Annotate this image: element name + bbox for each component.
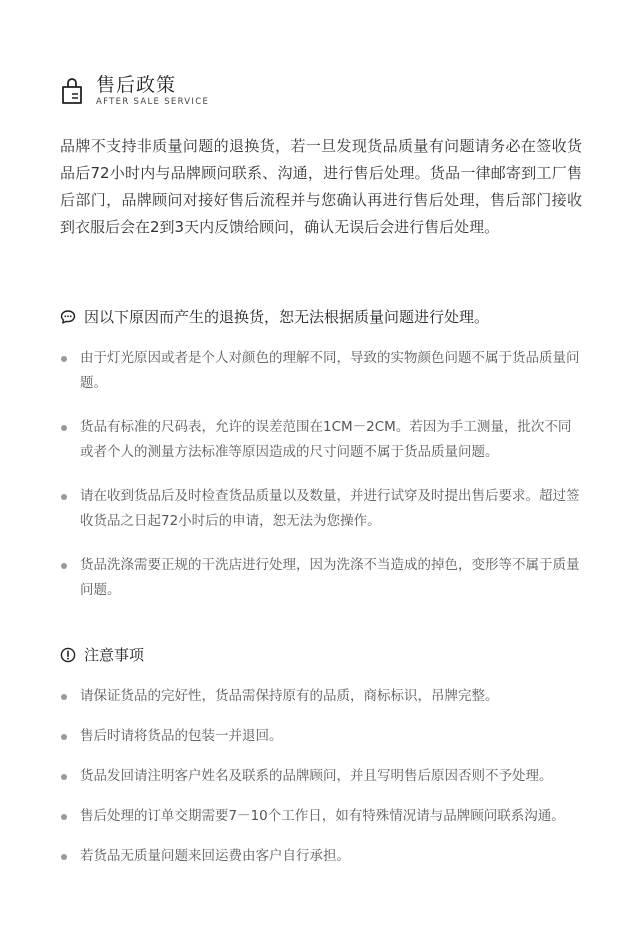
section-title-notes: 注意事项 [84,646,145,664]
list-item [60,844,582,869]
exclusions-list [60,346,582,622]
section-title-exclusions: 因以下原因而产生的退换货，恕无法根据质量问题进行处理。 [84,308,490,326]
list-item-text: 货品有标准的尺码表，允许的误差范围在1CM－2CM。若因为手工测量，批次不同或者个人的测量方法标准等原因造成的尺寸问题不属于货品质量问题。 [80,419,572,460]
list-item [60,346,582,396]
bullet-dot [61,694,67,700]
policy-header [60,74,209,108]
list-item [60,724,582,749]
section-heading-exclusions [60,306,489,327]
notes-list [60,684,582,884]
list-item-text: 货品发回请注明客户姓名及联系的品牌顾问，并且写明售后原因否则不予处理。 [80,768,553,784]
list-item-text: 货品洗涤需要正规的干洗店进行处理，因为洗涤不当造成的掉色，变形等不属于质量问题。 [80,557,580,598]
page-subtitle: AFTER SALE SERVICE [96,97,210,107]
bullet-dot [61,425,67,431]
list-item [60,804,582,829]
list-item [60,553,582,603]
bullet-dot [61,854,67,860]
bullet-dot [61,734,67,740]
chat-bubble-icon [60,309,76,325]
list-item [60,415,582,465]
list-item-text: 请保证货品的完好性，货品需保持原有的品质，商标标识，吊牌完整。 [80,688,499,704]
bullet-dot [61,563,67,569]
section-heading-notes [60,644,144,665]
list-item-text: 由于灯光原因或者是个人对颜色的理解不同，导致的实物颜色问题不属于货品质量问题。 [80,350,580,391]
intro-paragraph: 品牌不支持非质量问题的退换货，若一旦发现货品质量有问题请务必在签收货品后72小时内与品牌顾问联系、沟通，进行售后处理。货品一律邮寄到工厂售后部门，品牌顾问对接好售后流程并与您确认再进行售后处理，售后部门接收到衣服后会在2到3天内反馈给顾问，确认无误后会进行售后处理。 [60,137,582,236]
list-item [60,764,582,789]
header-text-group [96,74,209,108]
list-item-text: 售后时请将货品的包装一并退回。 [80,728,283,744]
list-item [60,484,582,534]
exclamation-circle-icon [60,647,76,663]
bullet-dot [61,356,67,362]
page-title: 售后政策 [96,74,177,96]
bullet-dot [61,814,67,820]
bullet-dot [61,494,67,500]
list-item-text: 请在收到货品后及时检查货品质量以及数量，并进行试穿及时提出售后要求。超过签收货品之日起72小时后的申请，恕无法为您操作。 [80,488,580,529]
list-item [60,684,582,709]
list-item-text: 售后处理的订单交期需要7－10个工作日，如有特殊情况请与品牌顾问联系沟通。 [80,808,565,824]
list-item-text: 若货品无质量问题来回运费由客户自行承担。 [80,848,350,864]
bullet-dot [61,774,67,780]
shopping-bag-icon [60,77,84,105]
